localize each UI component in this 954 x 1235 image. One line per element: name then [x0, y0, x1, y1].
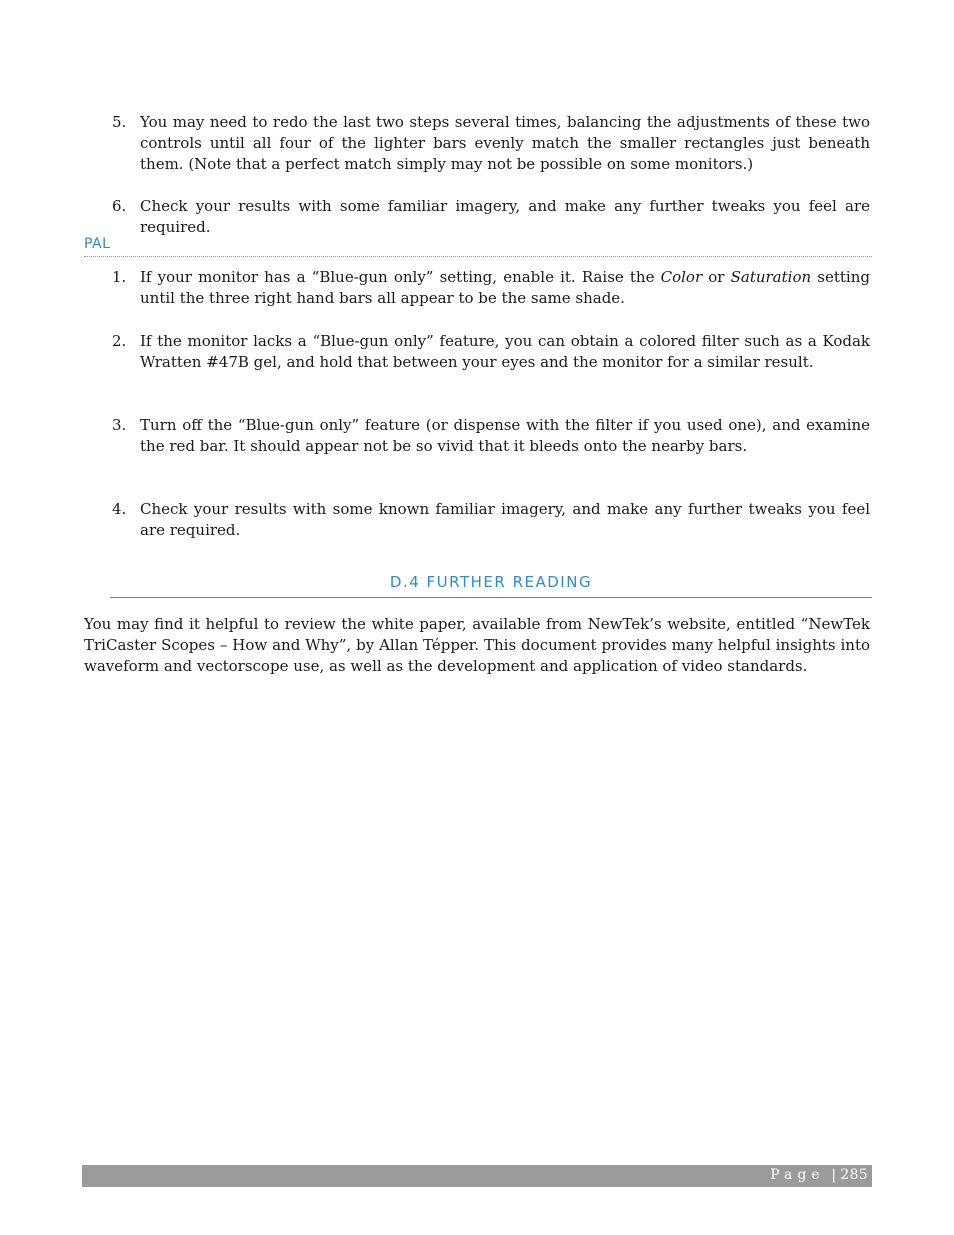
- section-heading: D.4 FURTHER READING: [110, 573, 872, 598]
- list-item: [84, 331, 870, 373]
- page-number-label: [770, 1167, 868, 1183]
- page-label: Page: [770, 1167, 825, 1183]
- list-item-number: 1.: [112, 268, 127, 286]
- list-item-text: Turn off the “Blue-gun only” feature (or dispense with the filter if you used one), and examine the red bar. It should appear not be so vivid that it bleeds onto the nearby bars.: [140, 416, 870, 455]
- list-item-text: If your monitor has a “Blue-gun only” setting, enable it. Raise the: [140, 268, 661, 286]
- list-item: [84, 267, 870, 309]
- page-separator: |: [831, 1167, 837, 1183]
- list-item-text: Check your results with some familiar imagery, and make any further tweaks you feel are required.: [140, 197, 870, 236]
- list-item: [84, 499, 870, 541]
- list-item-number: 5.: [112, 113, 127, 131]
- emphasis-color: Color: [660, 268, 703, 286]
- pal-heading: PAL: [84, 236, 872, 257]
- list-item-text: setting until the three right hand bars all appear to be the same shade.: [140, 268, 870, 307]
- list-item: [84, 415, 870, 457]
- page-number: 285: [840, 1167, 868, 1183]
- list-item-text: You may need to redo the last two steps several times, balancing the adjustments of these two controls until all four of the lighter bars evenly match the smaller rectangles just beneath them. (Note that a perfect match simply may not be possible on some monitors.): [140, 113, 870, 173]
- list-item-text: Check your results with some known familiar imagery, and make any further tweaks you feel are required.: [140, 500, 870, 539]
- emphasis-saturation: Saturation: [730, 268, 812, 286]
- calibration-steps-list: [84, 112, 870, 238]
- pal-steps-list: [84, 267, 870, 541]
- further-reading-paragraph: You may find it helpful to review the white paper, available from NewTek’s website, entitled “NewTek TriCaster Scopes – How and Why”, by Allan Tépper. This document provides many helpful insights into waveform and vectorscope use, as well as the development and application of video standards.: [84, 615, 870, 675]
- list-item-text: or: [702, 268, 731, 286]
- list-item-number: 6.: [112, 197, 127, 215]
- list-item-text: If the monitor lacks a “Blue-gun only” feature, you can obtain a colored filter such as a Kodak Wratten #47B gel, and hold that between your eyes and the monitor for a similar result.: [140, 332, 870, 371]
- list-item-number: 2.: [112, 332, 127, 350]
- list-item: [84, 196, 870, 238]
- list-item-number: 4.: [112, 500, 127, 518]
- list-item-number: 3.: [112, 416, 127, 434]
- list-item: [84, 112, 870, 175]
- page-footer: [82, 1165, 872, 1187]
